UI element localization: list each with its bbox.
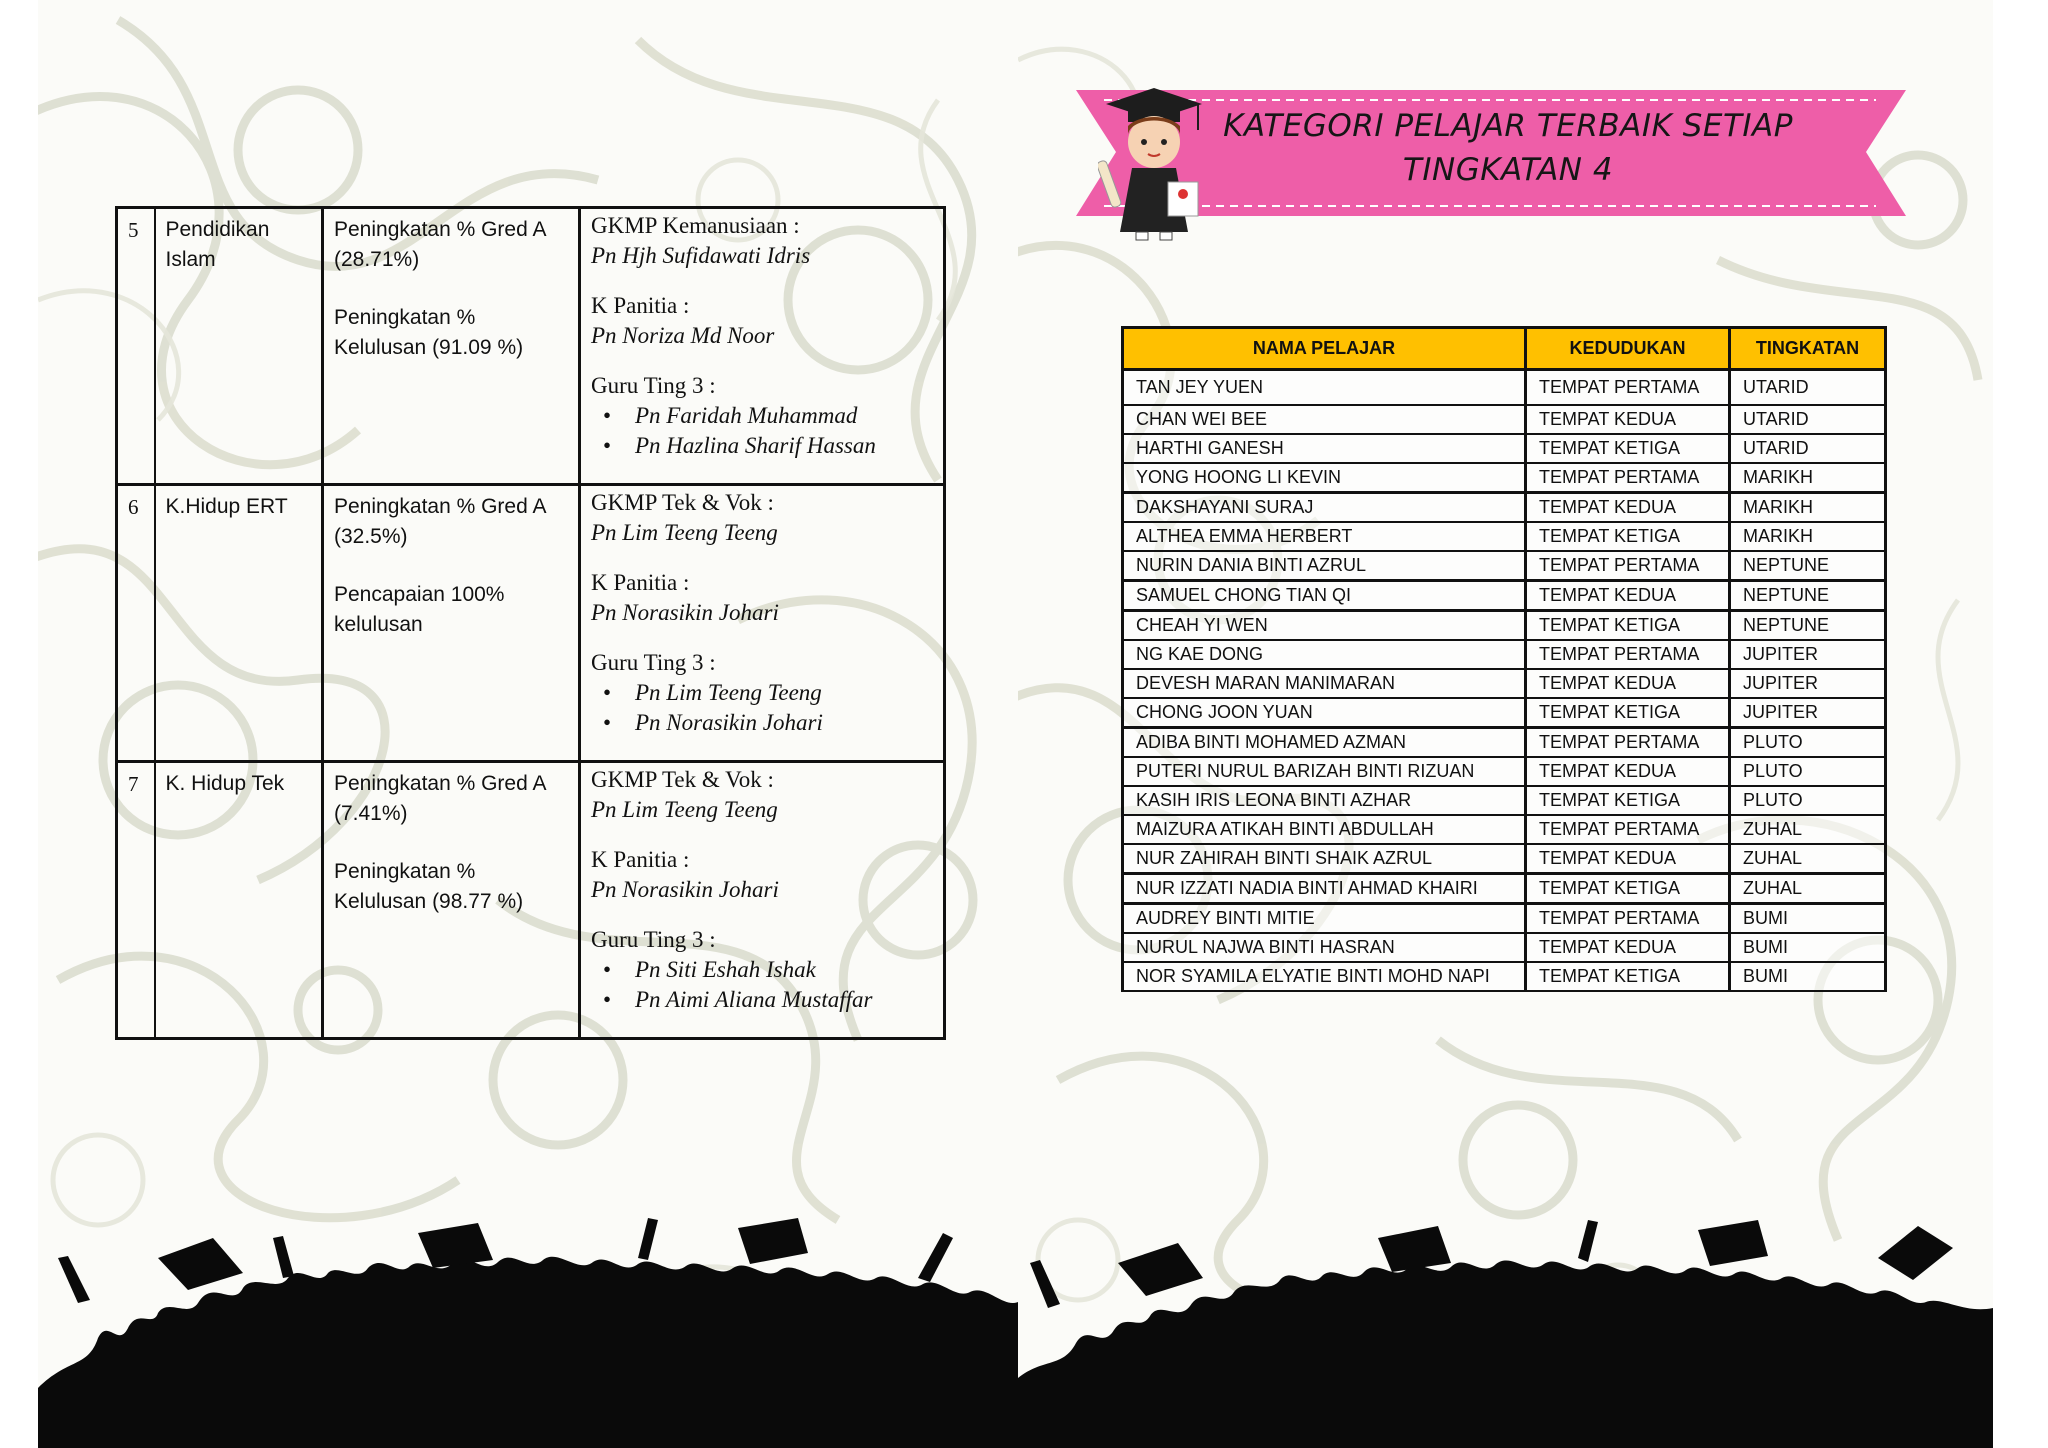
- row-number: 7: [117, 762, 155, 1039]
- banner-title: [1188, 104, 1828, 192]
- subject-name: K.Hidup ERT: [165, 495, 288, 518]
- staff-cell: [580, 208, 945, 485]
- table-row: [1123, 933, 1886, 962]
- row-number: 6: [117, 485, 155, 762]
- student-position: TEMPAT PERTAMA: [1526, 815, 1730, 844]
- bullet-icon: •: [603, 957, 612, 982]
- bullet-icon: •: [603, 403, 612, 428]
- student-form: ZUHAL: [1730, 873, 1886, 903]
- student-name: NG KAE DONG: [1123, 640, 1526, 669]
- achievement-text: Peningkatan % Kelulusan (98.77 %): [334, 860, 524, 913]
- gkmp-label: GKMP Tek & Vok :: [591, 767, 774, 792]
- student-position: TEMPAT KEDUA: [1526, 757, 1730, 786]
- student-name: DEVESH MARAN MANIMARAN: [1123, 669, 1526, 698]
- table-row: [1123, 786, 1886, 815]
- achievement-text: Peningkatan % Gred A (28.71%): [334, 218, 546, 271]
- subject-cell: [155, 762, 323, 1039]
- gkmp-name: Pn Lim Teeng Teeng: [591, 797, 778, 822]
- table-row: [1123, 463, 1886, 493]
- student-name: NURIN DANIA BINTI AZRUL: [1123, 551, 1526, 581]
- achievement-cell: [323, 762, 580, 1039]
- student-form: MARIKH: [1730, 522, 1886, 551]
- subject-cell: [155, 208, 323, 485]
- student-name: DAKSHAYANI SURAJ: [1123, 492, 1526, 522]
- table-row: [1123, 640, 1886, 669]
- student-form: ZUHAL: [1730, 815, 1886, 844]
- graduation-crowd-silhouette: [38, 1218, 1018, 1448]
- student-position: TEMPAT KETIGA: [1526, 522, 1730, 551]
- panitia-label: K Panitia :: [591, 293, 690, 318]
- student-position: TEMPAT KETIGA: [1526, 610, 1730, 640]
- table-row: [1123, 370, 1886, 405]
- student-name: NOR SYAMILA ELYATIE BINTI MOHD NAPI: [1123, 962, 1526, 991]
- student-position: TEMPAT KETIGA: [1526, 698, 1730, 728]
- student-position: TEMPAT KETIGA: [1526, 962, 1730, 991]
- student-form: PLUTO: [1730, 727, 1886, 757]
- list-item: [603, 431, 933, 461]
- gkmp-name: Pn Hjh Sufidawati Idris: [591, 243, 811, 268]
- student-name: AUDREY BINTI MITIE: [1123, 903, 1526, 933]
- student-name: NUR IZZATI NADIA BINTI AHMAD KHAIRI: [1123, 873, 1526, 903]
- student-position: TEMPAT PERTAMA: [1526, 640, 1730, 669]
- row-number: 5: [117, 208, 155, 485]
- achievement-text: Peningkatan % Kelulusan (91.09 %): [334, 306, 524, 359]
- student-position: TEMPAT PERTAMA: [1526, 370, 1730, 405]
- student-name: CHEAH YI WEN: [1123, 610, 1526, 640]
- student-position: TEMPAT KEDUA: [1526, 933, 1730, 962]
- student-form: UTARID: [1730, 405, 1886, 434]
- list-item: [603, 401, 933, 431]
- table-row: [1123, 522, 1886, 551]
- subject-cell: [155, 485, 323, 762]
- student-position: TEMPAT KEDUA: [1526, 580, 1730, 610]
- panitia-name: Pn Noriza Md Noor: [591, 323, 775, 348]
- student-form: JUPITER: [1730, 698, 1886, 728]
- student-form: UTARID: [1730, 370, 1886, 405]
- student-form: PLUTO: [1730, 757, 1886, 786]
- student-form: NEPTUNE: [1730, 551, 1886, 581]
- guru-name: Pn Hazlina Sharif Hassan: [635, 433, 876, 458]
- bullet-icon: •: [603, 987, 612, 1012]
- student-form: ZUHAL: [1730, 844, 1886, 874]
- achievement-text: Pencapaian 100% kelulusan: [334, 583, 505, 636]
- guru-list: [591, 955, 933, 1015]
- table-row: [1123, 757, 1886, 786]
- column-header-position: KEDUDUKAN: [1526, 328, 1730, 370]
- student-position: TEMPAT PERTAMA: [1526, 463, 1730, 493]
- student-position: TEMPAT PERTAMA: [1526, 903, 1730, 933]
- table-header-row: [1123, 328, 1886, 370]
- left-page: [38, 0, 1018, 1448]
- table-row: [1123, 903, 1886, 933]
- achievement-cell: [323, 485, 580, 762]
- guru-label: Guru Ting 3 :: [591, 650, 716, 675]
- table-row: [1123, 873, 1886, 903]
- student-position: TEMPAT PERTAMA: [1526, 727, 1730, 757]
- table-row: [1123, 844, 1886, 874]
- student-position: TEMPAT KETIGA: [1526, 873, 1730, 903]
- student-name: KASIH IRIS LEONA BINTI AZHAR: [1123, 786, 1526, 815]
- staff-cell: [580, 485, 945, 762]
- student-name: SAMUEL CHONG TIAN QI: [1123, 580, 1526, 610]
- student-form: NEPTUNE: [1730, 580, 1886, 610]
- student-position: TEMPAT KEDUA: [1526, 669, 1730, 698]
- bullet-icon: •: [603, 433, 612, 458]
- student-position: TEMPAT KETIGA: [1526, 434, 1730, 463]
- student-position: TEMPAT PERTAMA: [1526, 551, 1730, 581]
- gkmp-label: GKMP Kemanusiaan :: [591, 213, 800, 238]
- column-header-name: NAMA PELAJAR: [1123, 328, 1526, 370]
- student-form: BUMI: [1730, 962, 1886, 991]
- graduation-crowd-silhouette: [1018, 1218, 1993, 1448]
- subject-name: Pendidikan Islam: [165, 218, 270, 271]
- table-row: [1123, 551, 1886, 581]
- student-name: NURUL NAJWA BINTI HASRAN: [1123, 933, 1526, 962]
- table-row: [1123, 698, 1886, 728]
- guru-label: Guru Ting 3 :: [591, 373, 716, 398]
- achievement-text: Peningkatan % Gred A (7.41%): [334, 772, 546, 825]
- student-name: NUR ZAHIRAH BINTI SHAIK AZRUL: [1123, 844, 1526, 874]
- guru-name: Pn Lim Teeng Teeng: [635, 680, 822, 705]
- student-position: TEMPAT KETIGA: [1526, 786, 1730, 815]
- student-form: BUMI: [1730, 933, 1886, 962]
- guru-name: Pn Aimi Aliana Mustaffar: [635, 987, 873, 1012]
- banner-title-line: KATEGORI PELAJAR TERBAIK SETIAP: [1223, 108, 1793, 144]
- table-row: [1123, 669, 1886, 698]
- table-row: [117, 762, 945, 1039]
- table-row: [1123, 962, 1886, 991]
- panitia-label: K Panitia :: [591, 570, 690, 595]
- student-form: UTARID: [1730, 434, 1886, 463]
- student-name: CHONG JOON YUAN: [1123, 698, 1526, 728]
- gkmp-name: Pn Lim Teeng Teeng: [591, 520, 778, 545]
- list-item: [603, 955, 933, 985]
- table-row: [117, 208, 945, 485]
- table-row: [1123, 727, 1886, 757]
- table-row: [1123, 434, 1886, 463]
- staff-cell: [580, 762, 945, 1039]
- table-row: [1123, 405, 1886, 434]
- panitia-name: Pn Norasikin Johari: [591, 877, 779, 902]
- column-header-form: TINGKATAN: [1730, 328, 1886, 370]
- table-row: [1123, 610, 1886, 640]
- student-form: MARIKH: [1730, 463, 1886, 493]
- student-name: TAN JEY YUEN: [1123, 370, 1526, 405]
- student-position: TEMPAT KEDUA: [1526, 492, 1730, 522]
- student-name: MAIZURA ATIKAH BINTI ABDULLAH: [1123, 815, 1526, 844]
- guru-list: [591, 401, 933, 461]
- student-form: JUPITER: [1730, 640, 1886, 669]
- student-form: NEPTUNE: [1730, 610, 1886, 640]
- subject-name: K. Hidup Tek: [165, 772, 285, 795]
- bullet-icon: •: [603, 680, 612, 705]
- table-row: [1123, 815, 1886, 844]
- subject-achievement-table: [115, 206, 946, 1040]
- list-item: [603, 678, 933, 708]
- guru-name: Pn Faridah Muhammad: [635, 403, 858, 428]
- bullet-icon: •: [603, 710, 612, 735]
- panitia-label: K Panitia :: [591, 847, 690, 872]
- table-row: [1123, 580, 1886, 610]
- table-row: [117, 485, 945, 762]
- panitia-name: Pn Norasikin Johari: [591, 600, 779, 625]
- student-name: PUTERI NURUL BARIZAH BINTI RIZUAN: [1123, 757, 1526, 786]
- list-item: [603, 708, 933, 738]
- student-name: CHAN WEI BEE: [1123, 405, 1526, 434]
- student-form: PLUTO: [1730, 786, 1886, 815]
- guru-name: Pn Norasikin Johari: [635, 710, 823, 735]
- student-position: TEMPAT KEDUA: [1526, 844, 1730, 874]
- right-page: [1018, 0, 1993, 1448]
- student-position: TEMPAT KEDUA: [1526, 405, 1730, 434]
- best-student-table: [1121, 326, 1887, 992]
- gkmp-label: GKMP Tek & Vok :: [591, 490, 774, 515]
- student-form: MARIKH: [1730, 492, 1886, 522]
- table-row: [1123, 492, 1886, 522]
- student-name: HARTHI GANESH: [1123, 434, 1526, 463]
- list-item: [603, 985, 933, 1015]
- student-form: JUPITER: [1730, 669, 1886, 698]
- achievement-text: Peningkatan % Gred A (32.5%): [334, 495, 546, 548]
- guru-label: Guru Ting 3 :: [591, 927, 716, 952]
- student-name: YONG HOONG LI KEVIN: [1123, 463, 1526, 493]
- student-name: ADIBA BINTI MOHAMED AZMAN: [1123, 727, 1526, 757]
- guru-list: [591, 678, 933, 738]
- student-name: ALTHEA EMMA HERBERT: [1123, 522, 1526, 551]
- banner-title-line: TINGKATAN 4: [1402, 152, 1614, 188]
- guru-name: Pn Siti Eshah Ishak: [635, 957, 816, 982]
- student-form: BUMI: [1730, 903, 1886, 933]
- achievement-cell: [323, 208, 580, 485]
